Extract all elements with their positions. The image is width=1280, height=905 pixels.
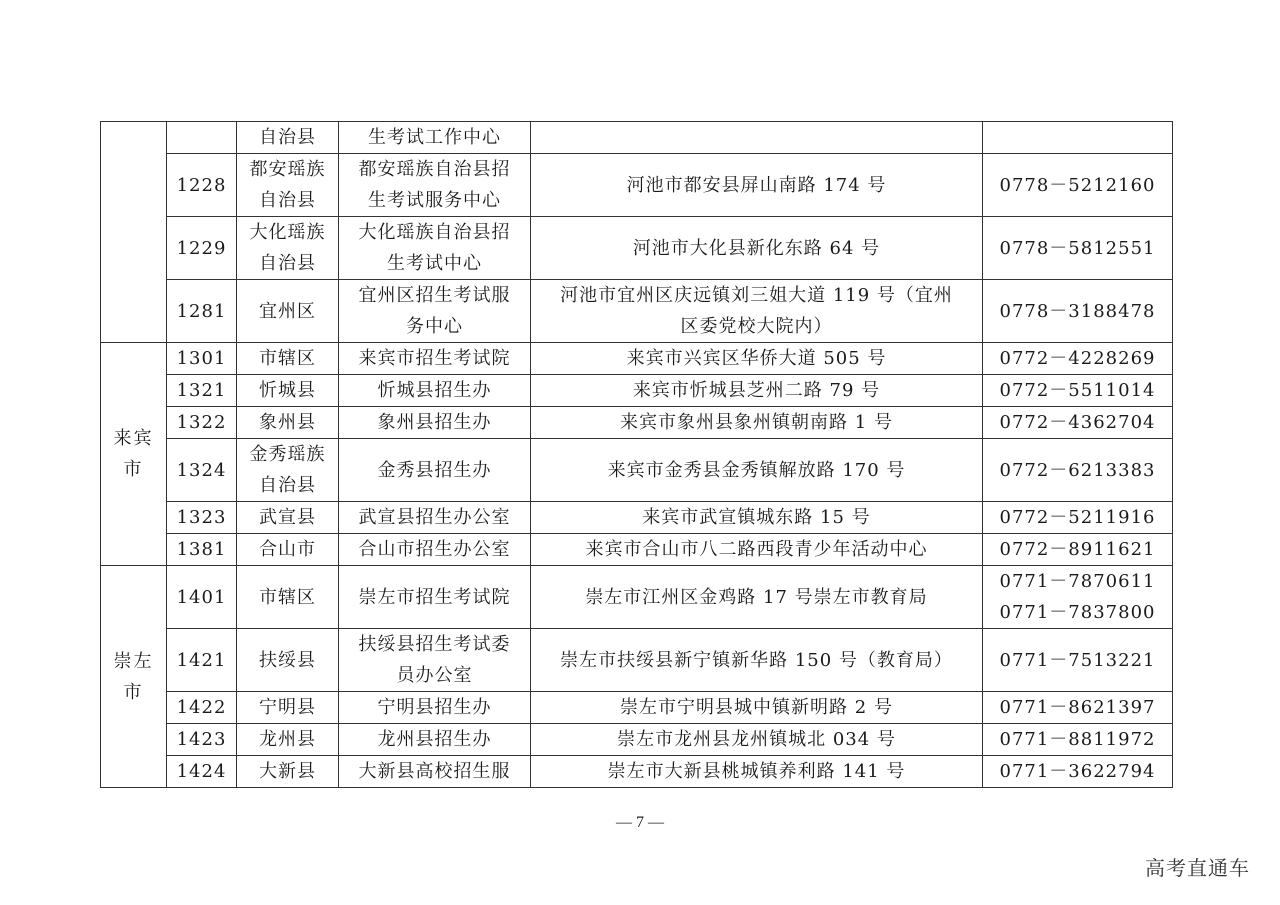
table-row [101, 566, 1173, 629]
phone-text: 0771－7870611 0771－7837800 [999, 571, 1156, 623]
address-cell [531, 724, 983, 756]
address-cell [531, 154, 983, 217]
region-code-cell [167, 122, 237, 154]
phone-cell [983, 154, 1173, 217]
table-row [101, 692, 1173, 724]
office-name-text: 大新县高校招生服 [358, 761, 511, 782]
city-cell [101, 122, 167, 343]
city-cell [101, 566, 167, 788]
phone-cell [983, 502, 1173, 534]
phone-cell [983, 629, 1173, 692]
office-name-text: 崇左市招生考试院 [358, 586, 511, 608]
table-row [101, 375, 1173, 407]
office-name-cell [339, 502, 531, 534]
district-text: 市辖区 [259, 586, 316, 608]
page-number: — 7 — [616, 814, 664, 831]
table-body [101, 122, 1173, 788]
phone-text: 0772－4228269 [999, 348, 1156, 369]
region-code-text: 1229 [176, 237, 227, 259]
region-code-cell [167, 692, 237, 724]
phone-cell [983, 122, 1173, 154]
address-text: 来宾市合山市八二路西段青少年活动中心 [585, 539, 928, 560]
region-code-text: 1424 [176, 761, 227, 782]
watermark-logo-text: 高考直通车 [1145, 856, 1250, 880]
address-cell [531, 629, 983, 692]
district-cell [237, 217, 339, 280]
office-name-cell [339, 154, 531, 217]
phone-cell [983, 375, 1173, 407]
city-label: 来宾 市 [113, 428, 154, 480]
phone-cell [983, 407, 1173, 439]
table-row [101, 439, 1173, 502]
district-text: 合山市 [259, 539, 316, 560]
region-code-text: 1423 [176, 729, 227, 750]
office-name-cell [339, 566, 531, 629]
address-text: 崇左市扶绥县新宁镇新华路 150 号（教育局） [560, 649, 953, 671]
address-text: 崇左市龙州县龙州镇城北 034 号 [617, 729, 896, 750]
region-code-text: 1324 [176, 459, 227, 481]
phone-text: 0772－8911621 [999, 539, 1156, 560]
phone-cell [983, 534, 1173, 566]
region-code-cell [167, 154, 237, 217]
address-cell [531, 502, 983, 534]
district-text: 宜州区 [259, 300, 316, 322]
phone-cell [983, 343, 1173, 375]
region-code-text: 1281 [176, 300, 227, 322]
region-code-cell [167, 502, 237, 534]
phone-cell [983, 756, 1173, 788]
district-text: 都安瑶族 自治县 [249, 159, 326, 211]
table-row [101, 280, 1173, 343]
region-code-text: 1323 [176, 507, 227, 528]
office-name-text: 忻城县招生办 [377, 380, 492, 401]
district-text: 宁明县 [259, 697, 316, 718]
office-name-text: 武宣县招生办公室 [358, 507, 511, 528]
address-text: 崇左市大新县桃城镇养利路 141 号 [607, 761, 906, 782]
office-name-text: 宜州区招生考试服 务中心 [358, 285, 511, 337]
district-text: 象州县 [259, 412, 316, 433]
address-text: 来宾市忻城县芝州二路 79 号 [632, 380, 881, 401]
table-row [101, 502, 1173, 534]
district-text: 龙州县 [259, 729, 316, 750]
region-code-text: 1381 [176, 539, 227, 560]
phone-cell [983, 724, 1173, 756]
address-cell [531, 566, 983, 629]
region-code-cell [167, 439, 237, 502]
office-name-cell [339, 692, 531, 724]
region-code-cell [167, 629, 237, 692]
region-code-text: 1421 [176, 649, 227, 671]
district-cell [237, 375, 339, 407]
district-text: 武宣县 [259, 507, 316, 528]
address-text: 河池市宜州区庆远镇刘三姐大道 119 号（宜州 区委党校大院内） [560, 285, 953, 337]
region-code-text: 1321 [176, 380, 227, 401]
district-cell [237, 502, 339, 534]
address-text: 来宾市金秀县金秀镇解放路 170 号 [607, 459, 906, 481]
table-row [101, 343, 1173, 375]
phone-cell [983, 566, 1173, 629]
address-cell [531, 439, 983, 502]
region-code-text: 1322 [176, 412, 227, 433]
address-cell [531, 122, 983, 154]
phone-text: 0771－7513221 [999, 649, 1156, 671]
address-cell [531, 534, 983, 566]
region-code-text: 1228 [176, 174, 227, 196]
region-code-cell [167, 566, 237, 629]
address-cell [531, 756, 983, 788]
table-row [101, 534, 1173, 566]
region-code-cell [167, 756, 237, 788]
address-cell [531, 407, 983, 439]
phone-text: 0771－3622794 [999, 761, 1156, 782]
region-code-cell [167, 375, 237, 407]
district-cell [237, 407, 339, 439]
table-row [101, 407, 1173, 439]
office-name-text: 宁明县招生办 [377, 697, 492, 718]
address-cell [531, 343, 983, 375]
region-code-cell [167, 217, 237, 280]
office-name-text: 龙州县招生办 [377, 729, 492, 750]
phone-text: 0772－4362704 [999, 412, 1156, 433]
table-row [101, 217, 1173, 280]
office-name-cell [339, 375, 531, 407]
district-text: 忻城县 [259, 380, 316, 401]
city-cell [101, 343, 167, 566]
district-cell [237, 154, 339, 217]
region-code-text: 1401 [176, 586, 227, 608]
phone-cell [983, 217, 1173, 280]
office-name-cell [339, 756, 531, 788]
phone-cell [983, 439, 1173, 502]
district-cell [237, 534, 339, 566]
table-row [101, 154, 1173, 217]
region-code-cell [167, 280, 237, 343]
phone-cell [983, 692, 1173, 724]
region-code-cell [167, 343, 237, 375]
office-name-cell [339, 343, 531, 375]
address-text: 崇左市江州区金鸡路 17 号崇左市教育局 [585, 586, 928, 608]
address-cell [531, 280, 983, 343]
address-cell [531, 217, 983, 280]
table-row [101, 629, 1173, 692]
district-text: 大新县 [259, 761, 316, 782]
district-text: 金秀瑶族 自治县 [249, 444, 326, 496]
office-name-cell [339, 629, 531, 692]
address-text: 来宾市武宣镇城东路 15 号 [642, 507, 871, 528]
office-name-text: 金秀县招生办 [377, 459, 492, 481]
office-name-text: 生考试工作中心 [368, 127, 501, 148]
district-cell [237, 122, 339, 154]
district-cell [237, 756, 339, 788]
district-text: 自治县 [259, 127, 316, 148]
address-cell [531, 375, 983, 407]
phone-text: 0772－5211916 [999, 507, 1156, 528]
phone-text: 0772－5511014 [999, 380, 1156, 401]
region-code-text: 1301 [176, 348, 227, 369]
office-name-text: 合山市招生办公室 [358, 539, 511, 560]
office-name-text: 象州县招生办 [377, 412, 492, 433]
table-row [101, 724, 1173, 756]
address-text: 河池市大化县新化东路 64 号 [632, 237, 881, 259]
office-name-cell [339, 407, 531, 439]
district-cell [237, 692, 339, 724]
office-name-text: 来宾市招生考试院 [358, 348, 511, 369]
district-text: 大化瑶族 自治县 [249, 222, 326, 274]
office-name-text: 大化瑶族自治县招 生考试中心 [358, 222, 511, 274]
office-name-text: 扶绥县招生考试委 员办公室 [358, 634, 511, 686]
address-text: 来宾市兴宾区华侨大道 505 号 [626, 348, 887, 369]
district-cell [237, 439, 339, 502]
table-row [101, 756, 1173, 788]
district-cell [237, 629, 339, 692]
table-row [101, 122, 1173, 154]
region-code-cell [167, 724, 237, 756]
region-code-cell [167, 407, 237, 439]
phone-text: 0778－5212160 [999, 174, 1156, 196]
district-cell [237, 343, 339, 375]
phone-text: 0772－6213383 [999, 459, 1156, 481]
district-cell [237, 280, 339, 343]
phone-text: 0778－5812551 [999, 237, 1156, 259]
region-code-cell [167, 534, 237, 566]
district-text: 扶绥县 [259, 649, 316, 671]
admissions-office-table [100, 121, 1173, 788]
phone-text: 0771－8621397 [999, 697, 1156, 718]
office-name-cell [339, 439, 531, 502]
office-name-cell [339, 280, 531, 343]
address-text: 来宾市象州县象州镇朝南路 1 号 [620, 412, 893, 433]
office-name-cell [339, 122, 531, 154]
office-name-cell [339, 724, 531, 756]
city-label: 崇左 市 [113, 650, 154, 703]
phone-text: 0771－8811972 [999, 729, 1156, 750]
district-cell [237, 566, 339, 629]
office-name-cell [339, 217, 531, 280]
district-text: 市辖区 [259, 348, 316, 369]
address-text: 崇左市宁明县城中镇新明路 2 号 [620, 697, 893, 718]
office-name-cell [339, 534, 531, 566]
phone-text: 0778－3188478 [999, 300, 1156, 322]
address-cell [531, 692, 983, 724]
phone-cell [983, 280, 1173, 343]
address-text: 河池市都安县屏山南路 174 号 [626, 174, 887, 196]
district-cell [237, 724, 339, 756]
region-code-text: 1422 [176, 697, 227, 718]
office-name-text: 都安瑶族自治县招 生考试服务中心 [358, 159, 511, 211]
